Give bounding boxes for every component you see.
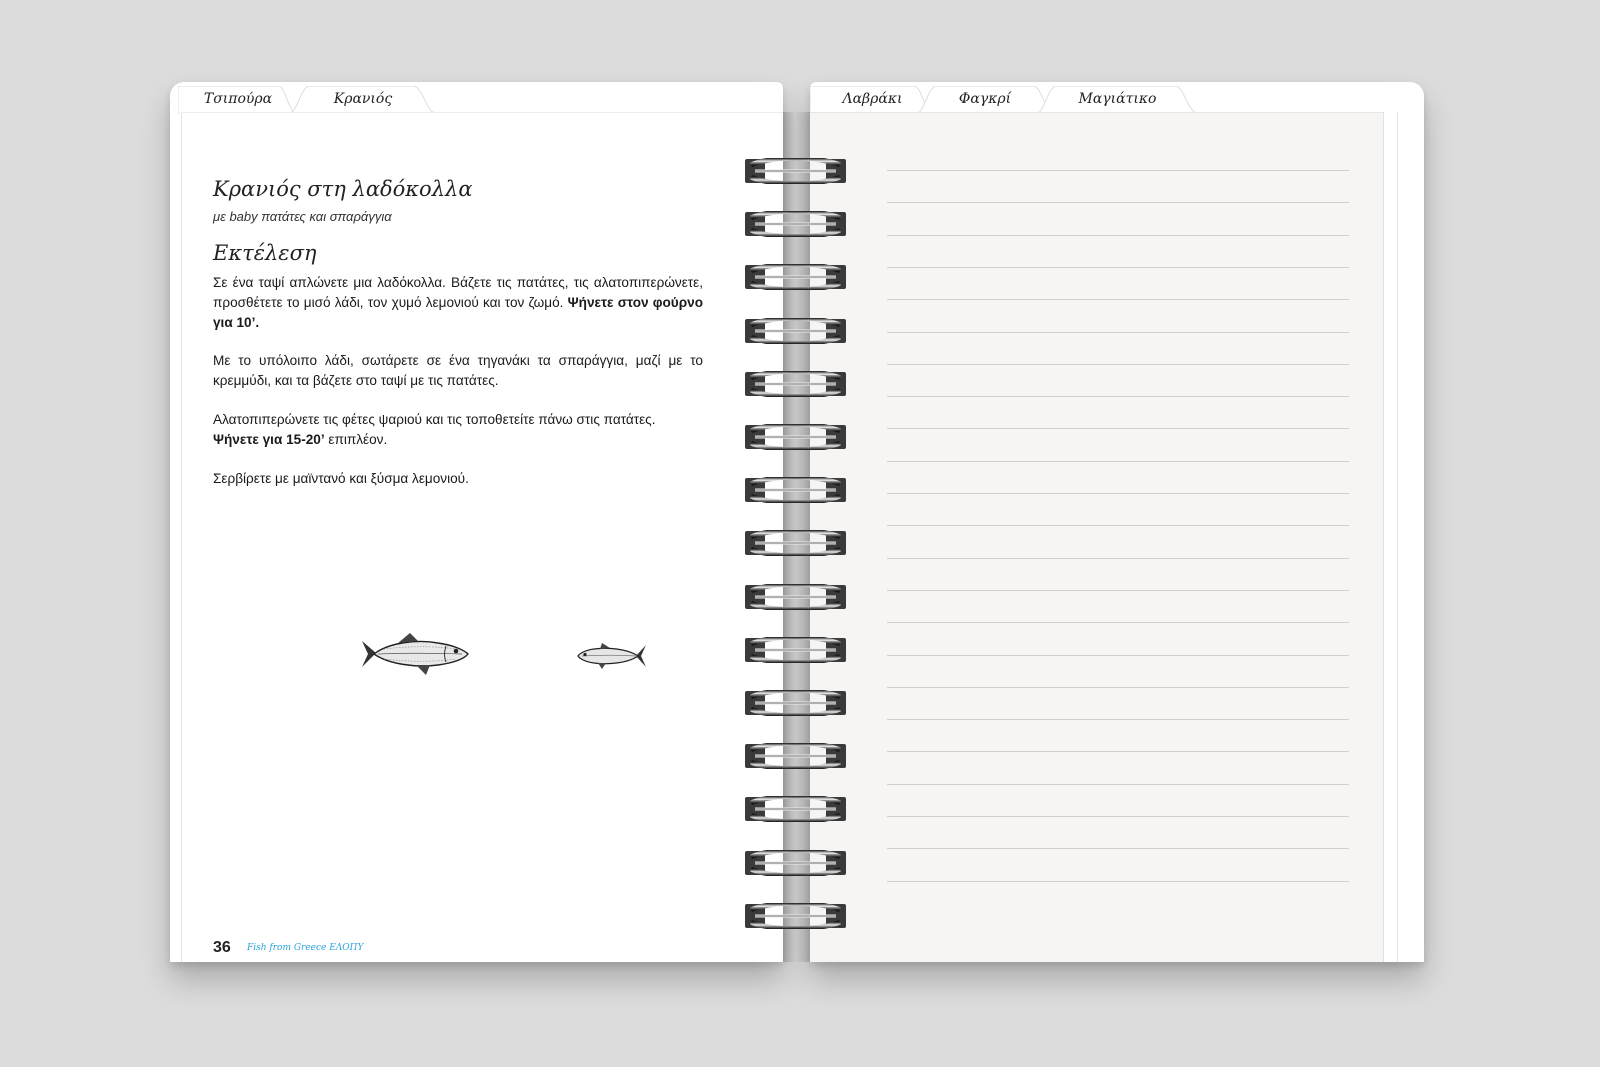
footer-brand: Fish from Greece ΕΛΟΠΥ — [247, 943, 364, 953]
fish-illustration-large — [358, 631, 470, 679]
ruled-line — [887, 299, 1349, 300]
spiral-coil — [745, 158, 846, 184]
ruled-line — [887, 525, 1349, 526]
ruled-line — [887, 461, 1349, 462]
spiral-coil — [745, 690, 846, 716]
instruction-paragraph — [213, 351, 703, 391]
ruled-line — [887, 784, 1349, 785]
ruled-line — [887, 267, 1349, 268]
ruled-line — [887, 235, 1349, 236]
tab-label: Τσιπούρα — [203, 91, 273, 107]
spiral-coil — [745, 796, 846, 822]
ruled-line — [887, 493, 1349, 494]
tab-label: Μαγιάτικο — [1078, 91, 1157, 107]
instruction-paragraph — [213, 410, 703, 450]
spiral-coil — [745, 424, 846, 450]
page-edge-line — [1397, 112, 1398, 962]
fish-illustration-small — [576, 641, 648, 671]
paragraph-bold: Ψήνετε για 15-20’ — [213, 432, 325, 447]
ruled-line — [887, 396, 1349, 397]
paragraph-bold: Ψήνετε στον φούρνο για 10’. — [213, 295, 703, 330]
recipe-subtitle: με baby πατάτες και σπαράγγια — [213, 209, 392, 224]
instruction-paragraph — [213, 469, 703, 489]
ruled-line — [887, 816, 1349, 817]
ruled-line — [887, 332, 1349, 333]
ruled-line — [887, 687, 1349, 688]
tab-label: Φαγκρί — [958, 91, 1012, 107]
tab-kranios[interactable] — [288, 86, 438, 114]
spiral-coil — [745, 211, 846, 237]
spiral-coil — [745, 530, 846, 556]
tab-label: Κρανιός — [333, 91, 393, 107]
page-number: 36 — [213, 939, 231, 956]
ruled-line — [887, 428, 1349, 429]
ruled-line — [887, 848, 1349, 849]
ruled-line — [887, 364, 1349, 365]
spiral-coil — [745, 903, 846, 929]
paragraph-text: Αλατοπιπερώνετε τις φέτες ψαριού και τις τοποθετείτε πάνω στις πατάτες. — [213, 412, 656, 427]
spiral-coil — [745, 584, 846, 610]
left-page — [170, 82, 783, 962]
ruled-line — [887, 622, 1349, 623]
page-edge — [1383, 112, 1424, 962]
instruction-paragraph — [213, 273, 703, 333]
paragraph-text: Σε ένα ταψί απλώνετε μια λαδόκολλα. Βάζετε τις πατάτες, τις αλατοπιπερώνετε, προσθέτετε το μισό λάδι, τον χυμό λεμονιού και τον ζωμό. — [213, 275, 703, 310]
ruled-line — [887, 558, 1349, 559]
tab-label: Λαβράκι — [842, 91, 903, 107]
recipe-page — [181, 112, 783, 962]
section-heading: Εκτέλεση — [213, 241, 317, 265]
right-page — [810, 82, 1424, 962]
spiral-coil — [745, 264, 846, 290]
tab-magiatiko[interactable] — [1035, 86, 1200, 114]
ruled-line — [887, 170, 1349, 171]
paragraph-text: επιπλέον. — [324, 432, 388, 447]
spiral-coil — [745, 371, 846, 397]
tab-fagkri[interactable] — [915, 86, 1055, 114]
ruled-line — [887, 655, 1349, 656]
recipe-title: Κρανιός στη λαδόκολλα — [213, 177, 473, 201]
ruled-line — [887, 202, 1349, 203]
spiral-coil — [745, 318, 846, 344]
ruled-line — [887, 881, 1349, 882]
ruled-line — [887, 590, 1349, 591]
spiral-coil — [745, 850, 846, 876]
tab-tsipoura[interactable] — [178, 86, 298, 114]
ruled-line — [887, 719, 1349, 720]
spiral-coil — [745, 637, 846, 663]
paragraph-text: Με το υπόλοιπο λάδι, σωτάρετε σε ένα τηγανάκι τα σπαράγγια, μαζί με το κρεμμύδι, και τα βάζετε στο ταψί με τις πατάτες. — [213, 353, 703, 388]
paragraph-text: Σερβίρετε με μαϊντανό και ξύσμα λεμονιού. — [213, 471, 469, 486]
notes-page[interactable] — [810, 112, 1383, 962]
ruled-line — [887, 751, 1349, 752]
spiral-coil — [745, 743, 846, 769]
spiral-coil — [745, 477, 846, 503]
